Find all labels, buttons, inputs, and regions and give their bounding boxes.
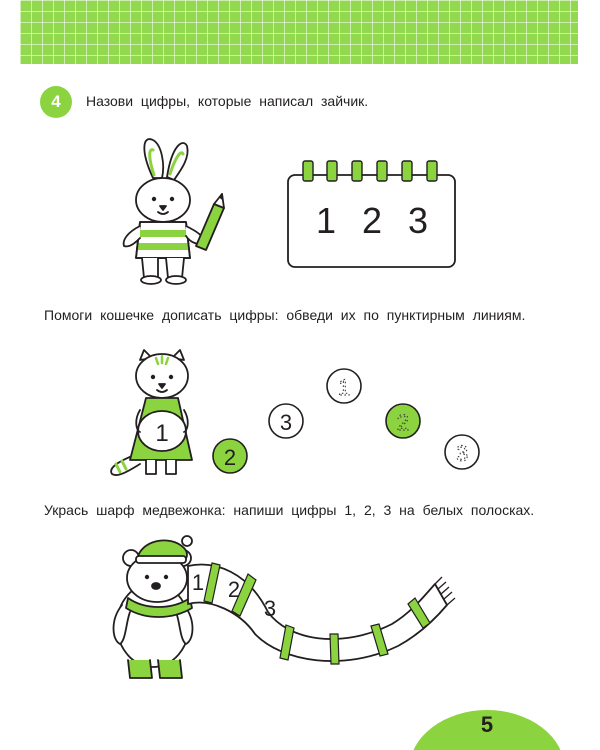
task-number-badge: 4 — [40, 86, 72, 118]
scarf-digit-1: 1 — [191, 570, 205, 595]
cat-task-instruction: Помоги кошечке дописать цифры: обведи их по пунктирным линиям. — [44, 307, 526, 323]
bubble-dotted-digit: 1 — [337, 375, 351, 400]
bubble-3-dotted — [327, 369, 361, 403]
calendar-digit-1: 1 — [315, 200, 337, 241]
bubble-5-dotted — [445, 435, 479, 469]
bubble-1 — [213, 439, 247, 473]
scarf-digit-3: 3 — [263, 596, 277, 621]
bubble-dotted-digit: 3 — [455, 441, 469, 466]
scarf-digit-2: 2 — [227, 577, 241, 602]
calendar-digit-2: 2 — [361, 200, 383, 241]
calendar-illustration — [288, 161, 455, 267]
cat-illustration — [111, 350, 192, 475]
cat-sign-digit: 1 — [155, 420, 169, 447]
bubble-digit: 2 — [223, 445, 237, 470]
bubble-2 — [269, 404, 303, 438]
bunny-illustration — [124, 139, 224, 284]
bear-task-instruction: Укрась шарф медвежонка: напиши цифры 1, 2, 3 на белых полосках. — [44, 502, 535, 518]
digit-bubbles — [213, 369, 479, 473]
page-number: 5 — [480, 712, 494, 737]
bubble-dotted-digit: 2 — [396, 410, 410, 435]
bubble-4-dotted — [386, 404, 420, 438]
task-instruction: Назови цифры, которые написал зайчик. — [86, 93, 369, 109]
scarf-illustration — [188, 563, 455, 664]
calendar-digit-3: 3 — [407, 200, 429, 241]
bubble-digit: 3 — [279, 410, 293, 435]
bear-illustration — [114, 536, 193, 678]
